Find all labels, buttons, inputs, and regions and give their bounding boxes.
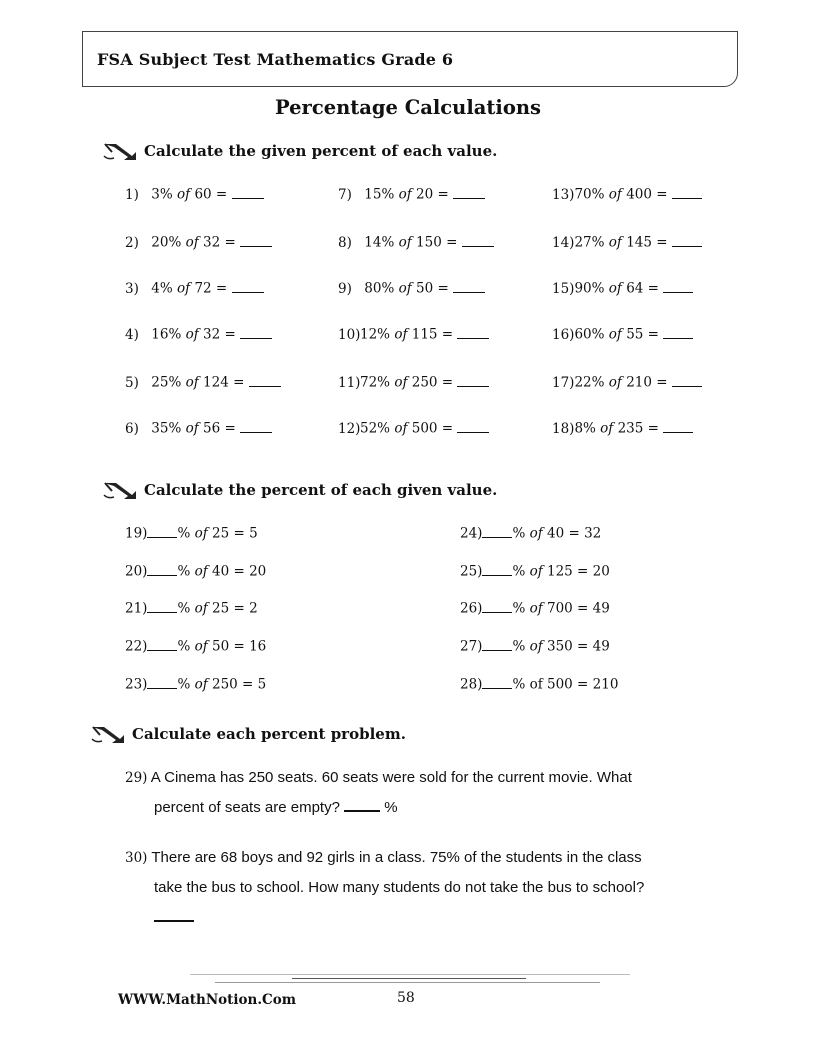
problem-of: of	[608, 374, 622, 391]
answer-blank[interactable]	[453, 184, 485, 199]
problem-3	[125, 278, 264, 297]
problem-of: of	[394, 420, 408, 437]
problem-number: 4)	[125, 326, 139, 343]
problem-of: of	[398, 186, 412, 203]
problem-18	[552, 418, 693, 437]
problem-value: 250 =	[411, 374, 454, 391]
problem-8	[338, 232, 494, 251]
problem-number: 29)	[125, 770, 148, 786]
problem-value: 56 =	[203, 420, 236, 437]
problem-of: of	[608, 326, 622, 343]
problem-of: of	[529, 563, 543, 580]
problem-27	[460, 636, 610, 655]
problem-of: of	[194, 676, 208, 693]
problem-value: 40 = 20	[212, 563, 267, 580]
footer-line-dark	[292, 978, 526, 979]
problem-value: 500 =	[411, 420, 454, 437]
answer-blank[interactable]	[232, 278, 264, 293]
problem-number: 5)	[125, 374, 139, 391]
problem-number: 7)	[338, 186, 352, 203]
problem-percent: %	[177, 638, 191, 655]
problem-of: of	[194, 638, 208, 655]
problem-of: of	[608, 280, 622, 297]
problem-25	[460, 561, 610, 580]
answer-blank[interactable]	[453, 278, 485, 293]
problem-percent: %	[177, 600, 191, 617]
problem-of: of	[529, 638, 543, 655]
problem-14	[552, 232, 702, 251]
problem-percent: 22%	[574, 374, 605, 391]
problem-29-text-2: percent of seats are empty?	[154, 799, 340, 816]
answer-blank[interactable]	[147, 636, 177, 651]
problem-value: 40 = 32	[547, 525, 602, 542]
problem-7	[338, 184, 485, 203]
problem-value: 20 =	[416, 186, 449, 203]
answer-blank[interactable]	[249, 372, 281, 387]
problem-30-line-1	[125, 843, 644, 873]
problem-1	[125, 184, 264, 203]
page-number: 58	[397, 990, 415, 1006]
answer-blank[interactable]	[482, 523, 512, 538]
problem-29-line-1	[125, 763, 632, 793]
answer-blank[interactable]	[482, 561, 512, 576]
problem-percent: %	[512, 600, 526, 617]
problem-13	[552, 184, 702, 203]
answer-blank[interactable]	[147, 598, 177, 613]
answer-blank[interactable]	[240, 232, 272, 247]
problem-30-line-2	[125, 873, 644, 903]
problem-value: 150 =	[416, 234, 458, 251]
problem-23	[125, 674, 266, 693]
page-title: Percentage Calculations	[275, 96, 541, 119]
problem-number: 18)	[552, 420, 575, 437]
answer-blank[interactable]	[663, 278, 693, 293]
problem-30-text-2: take the bus to school. How many students do not take the bus to school?	[154, 879, 645, 896]
pencil-icon	[90, 723, 126, 745]
problem-number: 16)	[552, 326, 575, 343]
problem-number: 13)	[552, 186, 575, 203]
problem-value: 25 = 2	[212, 600, 258, 617]
problem-of: of	[398, 234, 412, 251]
problem-number: 30)	[125, 850, 148, 866]
problem-of: of	[398, 280, 412, 297]
problem-6	[125, 418, 272, 437]
problem-number: 8)	[338, 234, 352, 251]
problem-percent: 72%	[360, 374, 391, 391]
answer-blank[interactable]	[240, 418, 272, 433]
problem-of: of	[608, 234, 622, 251]
problem-9	[338, 278, 485, 297]
problem-percent: %	[177, 676, 191, 693]
problem-15	[552, 278, 693, 297]
answer-blank[interactable]	[344, 795, 380, 812]
answer-blank[interactable]	[482, 674, 512, 689]
problem-30-line-3	[125, 903, 644, 933]
problem-number: 17)	[552, 374, 575, 391]
problem-number: 10)	[338, 326, 361, 343]
problem-percent: 52%	[360, 420, 391, 437]
problem-value: 350 = 49	[547, 638, 610, 655]
problem-value: 250 = 5	[212, 676, 267, 693]
problem-percent: 15%	[364, 186, 395, 203]
problem-of: of	[185, 234, 199, 251]
problem-of: of	[529, 676, 543, 693]
problem-29-text-1: A Cinema has 250 seats. 60 seats were sold for the current movie. What	[150, 769, 632, 786]
problem-10	[338, 324, 489, 343]
problem-20	[125, 561, 266, 580]
problem-value: 115 =	[411, 326, 454, 343]
problem-of: of	[608, 186, 622, 203]
problem-percent: 60%	[574, 326, 605, 343]
answer-blank[interactable]	[672, 232, 702, 247]
answer-blank[interactable]	[663, 324, 693, 339]
problem-percent: 3%	[151, 186, 173, 203]
problem-of: of	[177, 186, 191, 203]
problem-number: 6)	[125, 420, 139, 437]
pencil-icon	[102, 140, 138, 162]
problem-percent: 16%	[151, 326, 182, 343]
problem-percent: 27%	[574, 234, 605, 251]
section-3-heading	[90, 723, 406, 745]
problem-percent: 14%	[364, 234, 395, 251]
problem-value: 32 =	[203, 234, 236, 251]
problem-29-line-2	[125, 793, 632, 823]
problem-17	[552, 372, 702, 391]
section-2-text: Calculate the percent of each given value.	[144, 481, 498, 499]
section-1-text: Calculate the given percent of each value.	[144, 142, 498, 160]
problem-26	[460, 598, 610, 617]
problem-percent: %	[512, 563, 526, 580]
problem-value: 50 =	[416, 280, 449, 297]
header-box	[82, 31, 738, 87]
problem-of: of	[529, 600, 543, 617]
answer-blank[interactable]	[147, 674, 177, 689]
problem-of: of	[194, 525, 208, 542]
problem-number: 12)	[338, 420, 361, 437]
answer-blank[interactable]	[457, 324, 489, 339]
section-2-heading	[102, 479, 497, 501]
problem-of: of	[394, 326, 408, 343]
problem-number: 25)	[460, 563, 483, 580]
problem-percent: %	[512, 638, 526, 655]
answer-blank[interactable]	[663, 418, 693, 433]
answer-blank[interactable]	[482, 598, 512, 613]
problem-percent: 80%	[364, 280, 395, 297]
problem-number: 1)	[125, 186, 139, 203]
problem-percent: 20%	[151, 234, 182, 251]
problem-30-text-1: There are 68 boys and 92 girls in a class. 75% of the students in the class	[151, 849, 642, 866]
answer-blank[interactable]	[462, 232, 494, 247]
problem-number: 20)	[125, 563, 148, 580]
problem-value: 25 = 5	[212, 525, 258, 542]
problem-12	[338, 418, 489, 437]
problem-percent: 25%	[151, 374, 182, 391]
problem-number: 9)	[338, 280, 352, 297]
problem-number: 15)	[552, 280, 575, 297]
answer-blank[interactable]	[457, 372, 489, 387]
problem-number: 2)	[125, 234, 139, 251]
problem-28	[460, 674, 618, 693]
problem-value: 125 = 20	[547, 563, 610, 580]
problem-number: 11)	[338, 374, 361, 391]
footer-website-link[interactable]: WWW.MathNotion.Com	[118, 992, 297, 1008]
problem-percent: %	[512, 676, 526, 693]
problem-of: of	[194, 563, 208, 580]
problem-value: 64 =	[626, 280, 659, 297]
problem-29	[125, 763, 632, 823]
problem-value: 32 =	[203, 326, 236, 343]
problem-of: of	[194, 600, 208, 617]
problem-value: 60 =	[194, 186, 228, 203]
problem-number: 19)	[125, 525, 148, 542]
problem-percent: %	[512, 525, 526, 542]
problem-percent: 12%	[360, 326, 391, 343]
problem-number: 22)	[125, 638, 148, 655]
problem-16	[552, 324, 693, 343]
problem-number: 14)	[552, 234, 575, 251]
answer-blank[interactable]	[457, 418, 489, 433]
problem-value: 55 =	[626, 326, 659, 343]
problem-value: 500 = 210	[547, 676, 619, 693]
problem-value: 145 =	[626, 234, 668, 251]
section-3-text: Calculate each percent problem.	[132, 725, 406, 743]
pencil-icon	[102, 479, 138, 501]
problem-29-unit: %	[384, 799, 398, 816]
problem-value: 210 =	[626, 374, 668, 391]
problem-of: of	[185, 374, 199, 391]
answer-blank[interactable]	[240, 324, 272, 339]
problem-value: 50 = 16	[212, 638, 267, 655]
header-title: FSA Subject Test Mathematics Grade 6	[97, 50, 454, 69]
answer-blank[interactable]	[154, 905, 194, 922]
answer-blank[interactable]	[672, 184, 702, 199]
problem-4	[125, 324, 272, 343]
answer-blank[interactable]	[147, 561, 177, 576]
problem-percent: 4%	[151, 280, 173, 297]
footer-line-light	[190, 974, 630, 975]
problem-percent: 70%	[574, 186, 605, 203]
problem-of: of	[600, 420, 614, 437]
problem-percent: 35%	[151, 420, 182, 437]
problem-value: 400 =	[626, 186, 668, 203]
footer-line-mid	[215, 982, 600, 983]
section-1-heading	[102, 140, 497, 162]
problem-number: 23)	[125, 676, 148, 693]
problem-of: of	[185, 420, 199, 437]
problem-30	[125, 843, 644, 933]
answer-blank[interactable]	[672, 372, 702, 387]
problem-value: 124 =	[203, 374, 245, 391]
problem-number: 26)	[460, 600, 483, 617]
problem-2	[125, 232, 272, 251]
problem-number: 24)	[460, 525, 483, 542]
problem-percent: 90%	[574, 280, 605, 297]
problem-value: 235 =	[617, 420, 659, 437]
problem-11	[338, 372, 489, 391]
problem-value: 72 =	[194, 280, 228, 297]
problem-value: 700 = 49	[547, 600, 610, 617]
problem-number: 21)	[125, 600, 148, 617]
problem-of: of	[394, 374, 408, 391]
problem-number: 3)	[125, 280, 139, 297]
problem-of: of	[529, 525, 543, 542]
problem-of: of	[177, 280, 191, 297]
problem-number: 27)	[460, 638, 483, 655]
problem-percent: 8%	[574, 420, 596, 437]
problem-number: 28)	[460, 676, 483, 693]
problem-19	[125, 523, 258, 542]
answer-blank[interactable]	[232, 184, 264, 199]
answer-blank[interactable]	[482, 636, 512, 651]
problem-percent: %	[177, 563, 191, 580]
problem-21	[125, 598, 258, 617]
problem-of: of	[185, 326, 199, 343]
problem-22	[125, 636, 266, 655]
answer-blank[interactable]	[147, 523, 177, 538]
problem-5	[125, 372, 281, 391]
problem-percent: %	[177, 525, 191, 542]
problem-24	[460, 523, 601, 542]
